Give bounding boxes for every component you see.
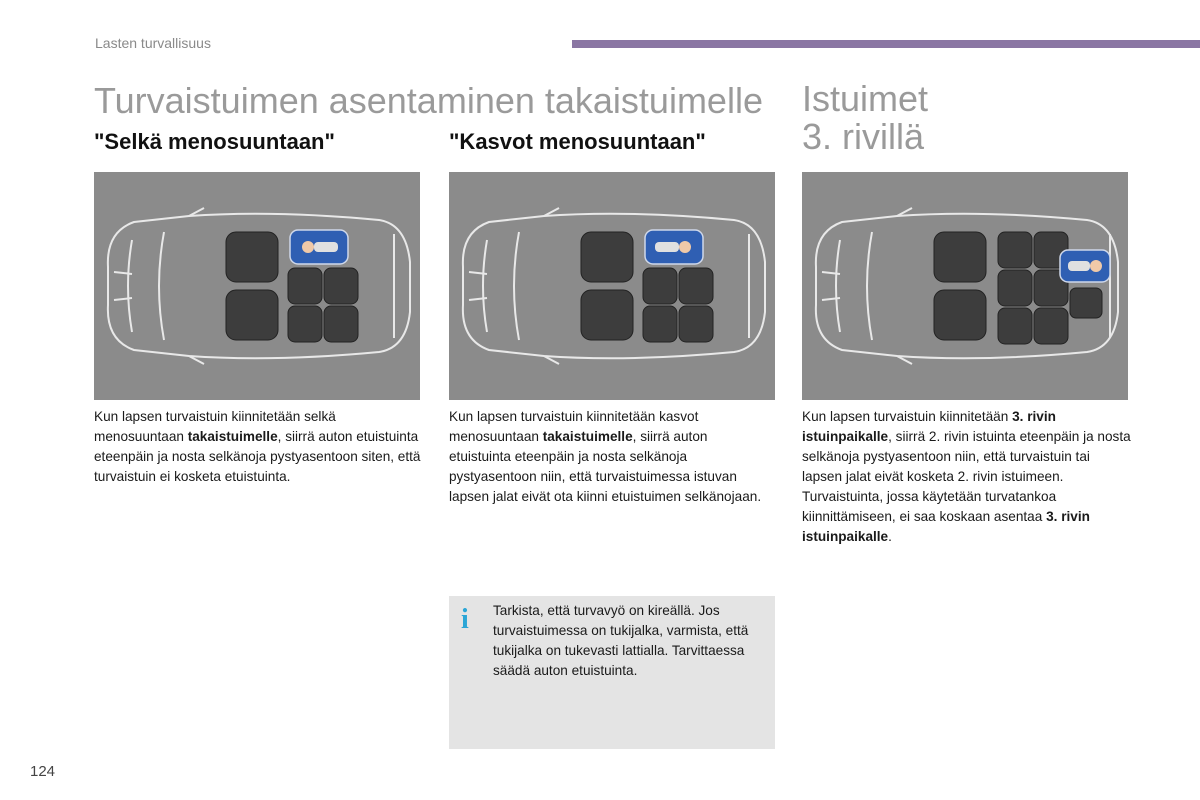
rear-facing-paragraph: Kun lapsen turvaistuin kiinnitetään selkä menosuuntaan takaistuimelle, siirrä auton etuistuinta eteenpäin ja nosta selkänoja pystyasentoon siten, että turvaistuin ei kosketa etuistuinta. (94, 409, 421, 484)
third-row-instructions (802, 407, 1132, 547)
side-title-line2: 3. rivillä (802, 116, 925, 157)
forward-facing-heading: "Kasvot menosuuntaan" (449, 129, 706, 154)
car-top-view-rear-facing-seat-icon (94, 172, 420, 400)
section-accent-bar (572, 40, 1200, 48)
side-title (802, 80, 928, 156)
car-top-view-third-row-seat-icon (802, 172, 1128, 400)
side-title-line1: Istuimet (802, 78, 929, 119)
forward-facing-paragraph: Kun lapsen turvaistuin kiinnitetään kasvot menosuuntaan takaistuimelle, siirrä auton etuistuinta eteenpäin ja nosta selkänoja pystyasentoon niin, että turvaistuimessa istuvan lapsen jalat eivät ota kiinni etuistuimen selkänojaan. (449, 409, 762, 504)
section-label: Lasten turvallisuus (95, 35, 211, 51)
info-icon: i (461, 604, 469, 635)
info-note-box (449, 596, 775, 749)
rear-facing-instructions (94, 407, 424, 487)
rear-facing-heading: "Selkä menosuuntaan" (94, 129, 335, 154)
forward-facing-instructions (449, 407, 771, 507)
third-row-paragraph-2: Turvaistuinta, jossa käytetään turvatankoa kiinnittämiseen, ei saa koskaan asentaa 3. rivin istuinpaikalle. (802, 489, 1090, 544)
car-top-view-forward-facing-seat-icon (449, 172, 775, 400)
page-number: 124 (30, 763, 56, 780)
third-row-paragraph-1: Kun lapsen turvaistuin kiinnitetään 3. rivin istuinpaikalle, siirrä 2. rivin istuinta eteenpäin ja nosta selkänoja pystyasentoon niin, että turvaistuin tai lapsen jalat eivät kosketa 2. rivin istuimeen. (802, 409, 1131, 484)
page-title: Turvaistuimen asentaminen takaistuimelle (94, 80, 763, 121)
info-note-text: Tarkista, että turvavyö on kireällä. Jos turvaistuimessa on tukijalka, varmista, että tukijalka on tukevasti lattialla. Tarvittaessa säädä auton etuistuinta. (493, 603, 749, 678)
